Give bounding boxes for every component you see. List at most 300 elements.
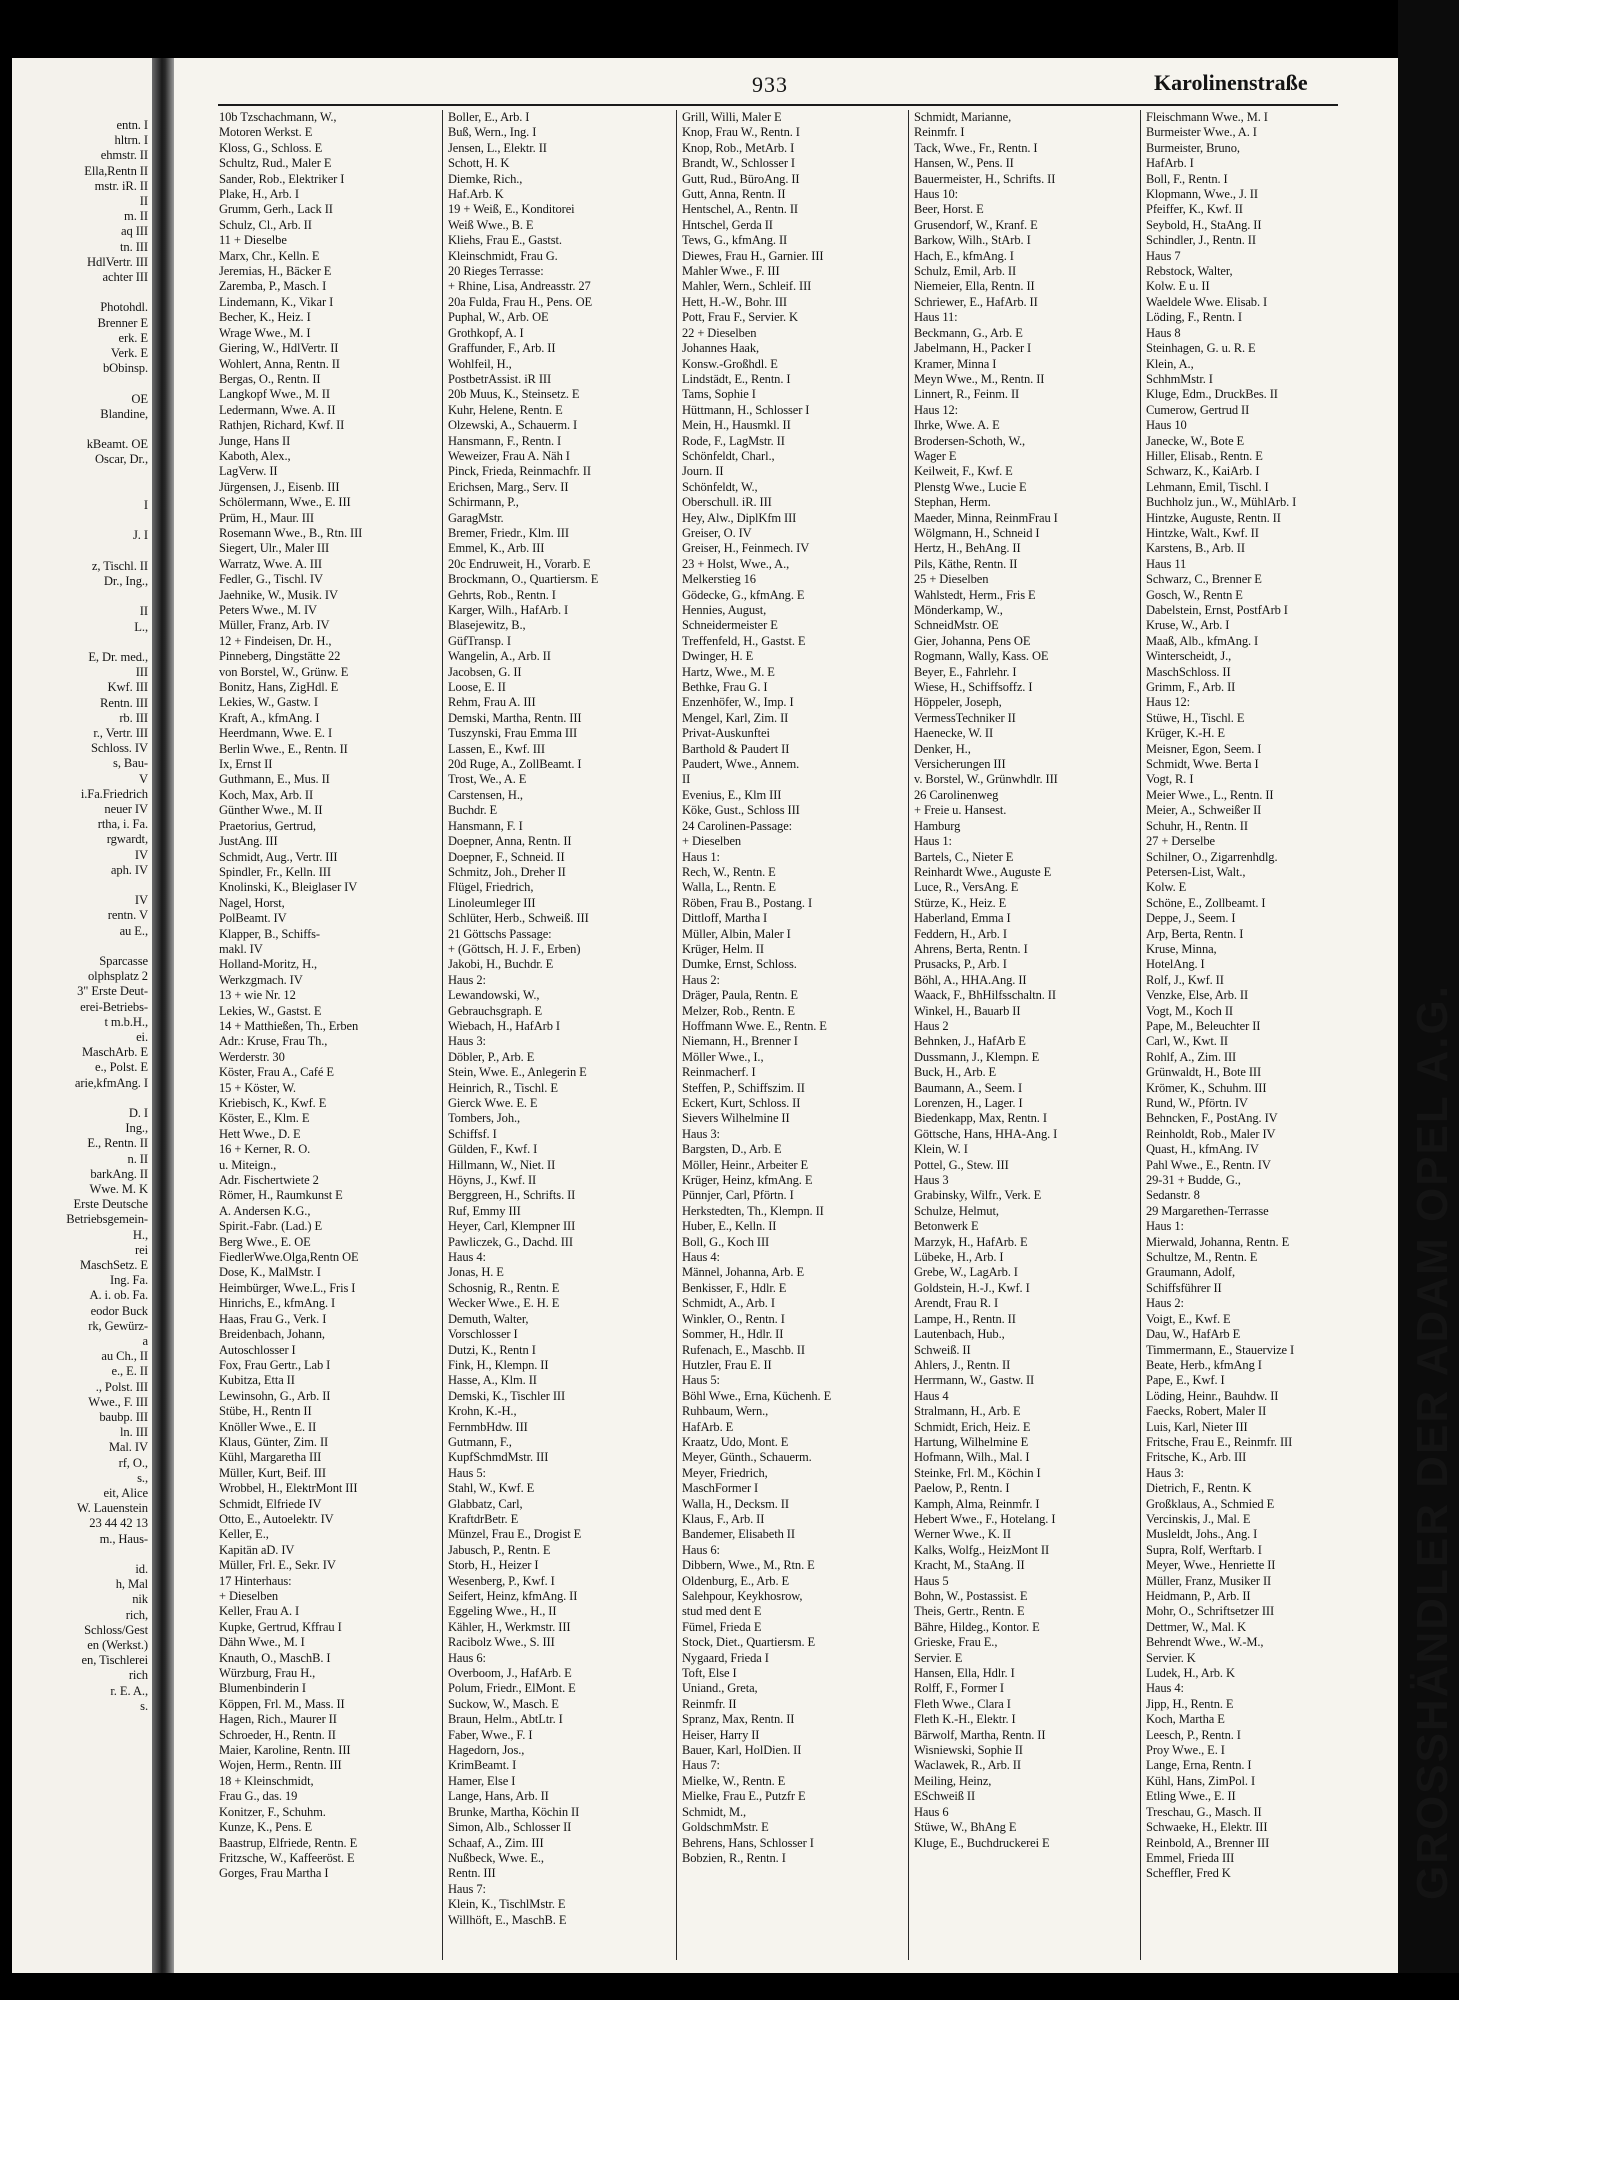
- directory-entry: Langkopf Wwe., M. II: [219, 387, 330, 402]
- left-page-line: Ella,Rentn II: [84, 163, 148, 178]
- directory-entry: Dettmer, W., Mal. K: [1146, 1619, 1247, 1634]
- directory-entry: Maier, Karoline, Rentn. III: [219, 1743, 351, 1758]
- directory-entry: Toft, Else I: [682, 1666, 737, 1681]
- directory-entry: Gier, Johanna, Pens OE: [914, 633, 1031, 648]
- directory-entry: Haus 6:: [682, 1542, 720, 1557]
- directory-entry: Böhl, A., HHA.Ang. II: [914, 972, 1027, 987]
- directory-entry: Rathjen, Richard, Kwf. II: [219, 418, 345, 433]
- left-page-line: hltrn. I: [114, 133, 148, 148]
- directory-entry: Kamph, Alma, Reinmfr. I: [914, 1496, 1040, 1511]
- directory-entry: 20d Ruge, A., ZollBeamt. I: [448, 757, 582, 772]
- directory-entry: Giering, W., HdlVertr. II: [219, 341, 339, 356]
- directory-entry: Wohlfeil, H.,: [448, 356, 512, 371]
- directory-entry: Pinneberg, Dingstätte 22: [219, 649, 341, 664]
- directory-entry: v. Borstel, W., Grünwhdlr. III: [914, 772, 1058, 787]
- directory-entry: Stock, Diet., Quartiersm. E: [682, 1635, 816, 1650]
- directory-entry: Haus 5: [914, 1573, 949, 1588]
- directory-entry: Dau, W., HafArb E: [1146, 1327, 1241, 1342]
- column-divider: [676, 110, 677, 1960]
- directory-entry: Stein, Wwe. E., Anlegerin E: [448, 1065, 587, 1080]
- left-page-line: au E.,: [119, 923, 148, 938]
- directory-entry: Privat-Auskunftei: [682, 726, 770, 741]
- directory-entry: Meyer, Wwe., Henriette II: [1146, 1558, 1276, 1573]
- left-page-line: rtha, i. Fa.: [97, 817, 148, 832]
- directory-entry: Dibbern, Wwe., M., Rtn. E: [682, 1558, 815, 1573]
- directory-entry: Schwarz, K., KaiArb. I: [1146, 464, 1260, 479]
- directory-entry: FernmbHdw. III: [448, 1419, 528, 1434]
- directory-entry: Schmidt, Marianne,: [914, 110, 1012, 124]
- directory-entry: Fleischmann Wwe., M. I: [1146, 110, 1268, 124]
- directory-entry: Ludek, H., Arb. K: [1146, 1666, 1235, 1681]
- directory-entry: Petersen-List, Walt.,: [1146, 864, 1246, 879]
- directory-entry: Haus 11:: [914, 310, 958, 325]
- directory-entry: Jakobi, H., Buchdr. E: [448, 957, 554, 972]
- directory-entry: Lange, Erna, Rentn. I: [1146, 1758, 1252, 1773]
- left-page-line: IV: [134, 893, 148, 908]
- directory-entry: Schölermann, Wwe., E. III: [219, 495, 351, 510]
- directory-entry: Lassen, E., Kwf. III: [448, 741, 545, 756]
- directory-entry: Storb, H., Heizer I: [448, 1558, 539, 1573]
- directory-entry: Marx, Chr., Kelln. E: [219, 248, 320, 263]
- directory-entry: Breidenbach, Johann,: [219, 1327, 325, 1342]
- directory-entry: Heimbürger, Wwe.L., Fris I: [219, 1280, 356, 1295]
- directory-entry: Rolf, J., Kwf. II: [1146, 972, 1224, 987]
- directory-entry: Ledermann, Wwe. A. II: [219, 402, 336, 417]
- directory-entry: Stahl, W., Kwf. E: [448, 1481, 535, 1496]
- left-page-line: entn. I: [116, 118, 148, 132]
- directory-entry: Grünwaldt, H., Bote III: [1146, 1065, 1262, 1080]
- directory-entry: Kaboth, Alex.,: [219, 448, 291, 463]
- directory-entry: Niemann, H., Brenner I: [682, 1034, 798, 1049]
- directory-entry: Schwarz, C., Brenner E: [1146, 572, 1262, 587]
- directory-entry: Haus 12:: [1146, 695, 1190, 710]
- directory-entry: Hey, Alw., DiplKfm III: [682, 510, 797, 525]
- directory-entry: Klopmann, Wwe., J. II: [1146, 187, 1258, 202]
- directory-entry: Kolw. E u. II: [1146, 279, 1210, 294]
- directory-entry: Haus 1:: [1146, 1219, 1184, 1234]
- directory-entry: Gosch, W., Rentn E: [1146, 587, 1243, 602]
- directory-entry: Mahler, Wern., Schleif. III: [682, 279, 812, 294]
- directory-entry: Schultz, Rud., Maler E: [219, 156, 332, 171]
- directory-entry: Krüger, Heinz, kfmAng. E: [682, 1173, 813, 1188]
- left-page-line: rentn. V: [107, 908, 148, 923]
- directory-entry: makl. IV: [219, 941, 263, 956]
- left-page-line: au Ch., II: [101, 1349, 148, 1364]
- directory-entry: Schmidt, M.,: [682, 1804, 747, 1819]
- directory-entry: Kruse, W., Arb. I: [1146, 618, 1230, 633]
- directory-entry: Vogt, R. I: [1146, 772, 1194, 787]
- directory-entry: 21 Göttschs Passage:: [448, 926, 552, 941]
- directory-entry: Möller, Heinr., Arbeiter E: [682, 1157, 809, 1172]
- directory-entry: Kupke, Gertrud, Kffrau I: [219, 1619, 342, 1634]
- directory-entry: Schaaf, A., Zim. III: [448, 1835, 544, 1850]
- directory-entry: Rode, F., LagMstr. II: [682, 433, 785, 448]
- directory-entry: Seybold, H., StaAng. II: [1146, 217, 1262, 232]
- left-page-line: Schloss. IV: [91, 741, 148, 756]
- directory-entry: Mönderkamp, W.,: [914, 603, 1003, 617]
- directory-entry: Pottel, G., Stew. III: [914, 1157, 1009, 1172]
- directory-entry: Oldenburg, E., Arb. E: [682, 1573, 790, 1588]
- directory-entry: Kruse, Minna,: [1146, 941, 1217, 956]
- directory-entry: Theis, Gertr., Rentn. E: [914, 1604, 1025, 1619]
- directory-entry: Kalks, Wolfg., HeizMont II: [914, 1542, 1050, 1557]
- directory-entry: Ix, Ernst II: [219, 757, 273, 772]
- directory-entry: Frau G., das. 19: [219, 1789, 298, 1804]
- directory-entry: Reinhardt Wwe., Auguste E: [914, 864, 1052, 879]
- left-page-line: II: [139, 604, 148, 619]
- directory-entry: Koch, Martha E: [1146, 1712, 1225, 1727]
- directory-entry: Paudert, Wwe., Annem.: [682, 757, 800, 772]
- directory-entry: Rund, W., Pförtn. IV: [1146, 1096, 1248, 1110]
- directory-entry: Haus 3:: [448, 1034, 486, 1049]
- directory-entry: Haus 12:: [914, 402, 958, 417]
- directory-entry: Pünnjer, Carl, Pförtn. I: [682, 1188, 794, 1203]
- directory-entry: Schneidermeister E: [682, 618, 778, 633]
- directory-entry: Weweizer, Frau A. Näh I: [448, 448, 570, 463]
- directory-entry: Pils, Käthe, Rentn. II: [914, 556, 1018, 571]
- directory-entry: Treschau, G., Masch. II: [1146, 1804, 1262, 1819]
- directory-entry: VermessTechniker II: [914, 710, 1016, 725]
- directory-entry: Jensen, L., Elektr. II: [448, 140, 547, 155]
- left-page-line: H.,: [132, 1227, 148, 1242]
- directory-entry: Fox, Frau Gertr., Lab I: [219, 1357, 331, 1372]
- directory-entry: Diemke, Rich.,: [448, 171, 523, 186]
- left-page-line: HdlVertr. III: [87, 254, 148, 269]
- left-page-line: Wwe., F. III: [88, 1394, 148, 1409]
- directory-entry: Faber, Wwe., F. I: [448, 1727, 533, 1742]
- left-page-line: eodor Buck: [90, 1303, 148, 1318]
- directory-entry: Dabelstein, Ernst, PostfArb I: [1146, 603, 1288, 617]
- left-page-line: Brenner E: [97, 315, 148, 330]
- directory-entry: Haus 6:: [448, 1650, 486, 1665]
- directory-entry: Hagen, Rich., Maurer II: [219, 1712, 337, 1727]
- directory-entry: Kriebisch, K., Kwf. E: [219, 1096, 327, 1110]
- directory-entry: Hutzler, Frau E. II: [682, 1357, 772, 1372]
- directory-entry: Spindler, Fr., Kelln. III: [219, 864, 331, 879]
- directory-entry: Bärwolf, Martha, Rentn. II: [914, 1727, 1046, 1742]
- directory-entry: Dutzi, K., Rentn I: [448, 1342, 536, 1357]
- directory-entry: Reinmacherf. I: [682, 1065, 756, 1080]
- left-page-line: IV: [134, 847, 148, 862]
- directory-entry: 13 + wie Nr. 12: [219, 988, 296, 1003]
- directory-entry: Haus 7:: [682, 1758, 720, 1773]
- left-page-line: nik: [132, 1592, 148, 1607]
- directory-entry: PolBeamt. IV: [219, 911, 287, 926]
- directory-entry: Haus 2:: [1146, 1296, 1184, 1311]
- directory-entry: GaragMstr.: [448, 510, 504, 525]
- directory-entry: Meier Wwe., L., Rentn. II: [1146, 787, 1274, 802]
- directory-entry: Schosnig, R., Rentn. E: [448, 1280, 560, 1295]
- directory-entry: Burmeister Wwe., A. I: [1146, 125, 1257, 140]
- directory-entry: Haus 1:: [682, 849, 720, 864]
- directory-entry: Kracht, M., StaAng. II: [914, 1558, 1025, 1573]
- directory-entry: Pinck, Frieda, Reinmachfr. II: [448, 464, 591, 479]
- directory-entry: Plake, H., Arb. I: [219, 187, 299, 202]
- directory-entry: GüfTransp. I: [448, 633, 511, 648]
- directory-entry: Steinhagen, G. u. R. E: [1146, 341, 1256, 356]
- directory-entry: Schindler, J., Rentn. II: [1146, 233, 1256, 248]
- directory-entry: Bandemer, Elisabeth II: [682, 1527, 795, 1542]
- directory-entry: Huber, E., Kelln. II: [682, 1219, 777, 1234]
- left-page-line: II: [139, 194, 148, 208]
- directory-entry: Bargsten, D., Arb. E: [682, 1142, 782, 1157]
- directory-entry: Steffen, P., Schiffszim. II: [682, 1080, 805, 1095]
- directory-entry: Cumerow, Gertrud II: [1146, 402, 1250, 417]
- directory-entry: Römer, H., Raumkunst E: [219, 1188, 343, 1203]
- directory-entry: Meyer, Günth., Schauerm.: [682, 1450, 812, 1465]
- left-page-line: D. I: [128, 1106, 148, 1120]
- column-divider: [1140, 110, 1141, 1960]
- directory-entry: Flügel, Friedrich,: [448, 880, 534, 895]
- directory-entry: Hach, E., kfmAng. I: [914, 248, 1014, 263]
- scan-bottom-edge: [0, 1973, 1459, 2000]
- directory-entry: Stüwe, H., Tischl. E: [1146, 710, 1245, 725]
- book-gutter: [152, 58, 174, 1973]
- directory-entry: Carstensen, H.,: [448, 787, 523, 802]
- left-page-line: MaschSetz. E: [79, 1258, 148, 1272]
- directory-entry: Maaß, Alb., kfmAng. I: [1146, 633, 1259, 648]
- directory-entry: Versicherungen III: [914, 757, 1006, 772]
- directory-entry: PostbetrAssist. iR III: [448, 371, 552, 386]
- directory-entry: Tack, Wwe., Fr., Rentn. I: [914, 140, 1038, 155]
- directory-entry: Haf.Arb. K: [448, 187, 504, 202]
- directory-entry: Barthold & Paudert II: [682, 741, 790, 756]
- directory-entry: Spranz, Max, Rentn. II: [682, 1712, 795, 1727]
- directory-entry: Werner Wwe., K. II: [914, 1527, 1011, 1542]
- directory-entry: Lekies, W., Gastw. I: [219, 695, 318, 710]
- directory-entry: Keller, E.,: [219, 1527, 269, 1542]
- directory-entry: + Rhine, Lisa, Andreasstr. 27: [448, 279, 591, 294]
- directory-entry: Haenecke, W. II: [914, 726, 994, 741]
- directory-entry: Koch, Max, Arb. II: [219, 787, 314, 802]
- directory-entry: Hett Wwe., D. E: [219, 1126, 301, 1141]
- directory-entry: Dumke, Ernst, Schloss.: [682, 957, 797, 972]
- directory-entry: Demuth, Walter,: [448, 1311, 529, 1326]
- directory-entry: Tombers, Joh.,: [448, 1111, 521, 1126]
- directory-entry: HafArb. I: [1146, 156, 1194, 171]
- directory-entry: 20b Muus, K., Steinsetz. E: [448, 387, 580, 402]
- directory-entry: Stübe, H., Rentn II: [219, 1404, 312, 1419]
- directory-entry: Eckert, Kurt, Schloss. II: [682, 1096, 801, 1110]
- directory-entry: Haus 11: [1146, 556, 1187, 571]
- directory-entry: LagVerw. II: [219, 464, 278, 479]
- directory-entry: Wrage Wwe., M. I: [219, 325, 311, 340]
- directory-entry: Meiling, Heinz,: [914, 1773, 992, 1788]
- left-page-line: Sparcasse: [99, 954, 148, 968]
- directory-entry: Stüwe, W., BhAng E: [914, 1820, 1017, 1835]
- directory-entry: Arendt, Frau R. I: [914, 1296, 999, 1311]
- directory-entry: Kühl, Margaretha III: [219, 1450, 322, 1465]
- left-page-line: s.,: [137, 1470, 148, 1485]
- directory-entry: Johannes Haak,: [682, 341, 760, 356]
- left-page-line: Ing. Fa.: [109, 1273, 148, 1288]
- directory-entry: Kraft, A., kfmAng. I: [219, 710, 320, 725]
- directory-entry: Fritsche, Frau E., Reinmfr. III: [1146, 1434, 1293, 1449]
- directory-entry: Graffunder, F., Arb. II: [448, 341, 556, 356]
- directory-entry: Schweiß. II: [914, 1342, 971, 1357]
- left-page-line: I: [143, 498, 148, 512]
- directory-entry: Hntschel, Gerda II: [682, 217, 773, 232]
- directory-entry: ESchweiß II: [914, 1789, 976, 1804]
- directory-entry: Pott, Frau F., Servier. K: [682, 310, 798, 325]
- directory-entry: Hagedorn, Jos.,: [448, 1743, 525, 1758]
- directory-entry: Müller, Frl. E., Sekr. IV: [219, 1558, 336, 1573]
- directory-entry: Junge, Hans II: [219, 433, 291, 448]
- directory-entry: Rolff, F., Former I: [914, 1681, 1004, 1696]
- directory-entry: Bobzien, R., Rentn. I: [682, 1850, 786, 1865]
- directory-entry: GoldschmMstr. E: [682, 1820, 769, 1835]
- directory-entry: Fleth Wwe., Clara I: [914, 1696, 1011, 1711]
- directory-entry: Hoffmann Wwe. E., Rentn. E: [682, 1018, 827, 1033]
- left-page-line: rb. III: [119, 710, 148, 725]
- left-page-line: mstr. iR. II: [94, 178, 148, 193]
- left-page-line: h, Mal: [115, 1577, 148, 1592]
- left-page-line: Schloss/Gest: [84, 1622, 148, 1637]
- directory-entry: Janecke, W., Bote E: [1146, 433, 1245, 448]
- directory-entry: Krömer, K., Schuhm. III: [1146, 1080, 1267, 1095]
- directory-entry: Kloss, G., Schloss. E: [219, 140, 323, 155]
- directory-entry: Tuszynski, Frau Emma III: [448, 726, 578, 741]
- directory-entry: Boller, E., Arb. I: [448, 110, 530, 124]
- directory-entry: Hentschel, A., Rentn. II: [682, 202, 798, 217]
- directory-entry: Evenius, E., Klm III: [682, 787, 782, 802]
- left-page-line: z, Tischl. II: [91, 558, 148, 573]
- directory-entry: 20c Endruweit, H., Vorarb. E: [448, 556, 591, 571]
- directory-entry: Bremer, Friedr., Klm. III: [448, 525, 569, 540]
- header-rule: [218, 104, 1338, 106]
- directory-entry: Müller, Albin, Maler I: [682, 926, 791, 941]
- directory-entry: Kleinschmidt, Frau G.: [448, 248, 558, 263]
- left-page-line: rgwardt,: [106, 832, 148, 847]
- directory-entry: Pfeiffer, K., Kwf. II: [1146, 202, 1243, 217]
- directory-page: [12, 58, 1410, 1973]
- directory-entry: stud med dent E: [682, 1604, 762, 1619]
- directory-entry: Klein, A.,: [1146, 356, 1194, 371]
- directory-entry: Grill, Willi, Maler E: [682, 110, 782, 124]
- directory-entry: Meier, A., Schweißer II: [1146, 803, 1262, 818]
- directory-entry: Biedenkapp, Max, Rentn. I: [914, 1111, 1047, 1126]
- directory-entry: Baastrup, Elfriede, Rentn. E: [219, 1835, 358, 1850]
- directory-entry: Köppen, Frl. M., Mass. II: [219, 1696, 345, 1711]
- directory-entry: Waack, F., BhHilfsschaltn. II: [914, 988, 1056, 1003]
- left-page-line: Erste Deutsche: [73, 1197, 148, 1212]
- directory-entry: Schiffsf. I: [448, 1126, 497, 1141]
- directory-entry: Haus 2: [914, 1018, 949, 1033]
- directory-entry: Schriewer, E., HafArb. II: [914, 294, 1038, 309]
- left-page-line: erk. E: [118, 330, 148, 345]
- directory-entry: Doepner, Anna, Rentn. II: [448, 834, 572, 849]
- directory-entry: Meisner, Egon, Seem. I: [1146, 741, 1262, 756]
- directory-entry: Wecker Wwe., E. H. E: [448, 1296, 560, 1311]
- directory-entry: Uniand., Greta,: [682, 1681, 758, 1696]
- directory-entry: Brandt, W., Schlosser I: [682, 156, 795, 171]
- directory-entry: Jabusch, P., Rentn. E: [448, 1542, 551, 1557]
- directory-entry: Hofmann, Wilh., Mal. I: [914, 1450, 1030, 1465]
- directory-entry: Willhöft, E., MaschB. E: [448, 1912, 567, 1927]
- directory-entry: Enzenhöfer, W., Imp. I: [682, 695, 794, 710]
- directory-entry: Plenstg Wwe., Lucie E: [914, 479, 1027, 494]
- directory-entry: Hüttmann, H., Schlosser I: [682, 402, 810, 417]
- left-page-line: rei: [135, 1242, 148, 1257]
- left-page-line: i.Fa.Friedrich: [80, 786, 148, 801]
- directory-entry: Schönfeldt, W.,: [682, 479, 758, 494]
- directory-entry: Lampe, H., Rentn. II: [914, 1311, 1016, 1326]
- directory-entry: 25 + Dieselben: [914, 572, 989, 587]
- left-page-line: aph. IV: [110, 862, 148, 877]
- directory-entry: Wisniewski, Sophie II: [914, 1743, 1023, 1758]
- directory-entry: Gödecke, G., kfmAng. E: [682, 587, 805, 602]
- directory-entry: Jaehnike, W., Musik. IV: [219, 587, 338, 602]
- directory-entry: Trost, We., A. E: [448, 772, 527, 787]
- directory-entry: 17 Hinterhaus:: [219, 1573, 292, 1588]
- directory-entry: Sommer, H., Hdlr. II: [682, 1327, 784, 1342]
- directory-entry: Becher, K., Heiz. I: [219, 310, 311, 325]
- directory-entry: Fümel, Frieda E: [682, 1619, 762, 1634]
- directory-entry: Carl, W., Kwt. II: [1146, 1034, 1228, 1049]
- directory-entry: Suckow, W., Masch. E: [448, 1696, 559, 1711]
- directory-entry: Kühl, Hans, ZimPol. I: [1146, 1773, 1256, 1788]
- directory-entry: Buchdr. E: [448, 803, 498, 818]
- directory-entry: Wojen, Herm., Rentn. III: [219, 1758, 342, 1773]
- directory-entry: Löding, F., Rentn. I: [1146, 310, 1242, 325]
- directory-entry: 12 + Findeisen, Dr. H.,: [219, 633, 332, 648]
- directory-entry: Autoschlosser I: [219, 1342, 296, 1357]
- left-page-line: olphsplatz 2: [87, 969, 148, 984]
- left-page-line: Verk. E: [110, 346, 148, 360]
- directory-entry: Sander, Rob., Elektriker I: [219, 171, 345, 186]
- directory-entry: Knöller Wwe., E. II: [219, 1419, 317, 1434]
- directory-entry: Kliehs, Frau E., Gastst.: [448, 233, 562, 248]
- directory-entry: Jabelmann, H., Packer I: [914, 341, 1032, 356]
- directory-entry: Haus 2:: [448, 972, 486, 987]
- directory-entry: Buck, H., Arb. E: [914, 1065, 997, 1080]
- directory-entry: Bauermeister, H., Schrifts. II: [914, 171, 1056, 186]
- directory-entry: FiedlerWwe.Olga,Rentn OE: [219, 1250, 359, 1265]
- directory-entry: Schmidt, Erich, Heiz. E: [914, 1419, 1031, 1434]
- directory-entry: Mohr, O., Schriftsetzer III: [1146, 1604, 1275, 1619]
- directory-entry: Reinmfr. I: [914, 125, 965, 140]
- directory-entry: II: [682, 772, 691, 787]
- left-page-line: r., Vertr. III: [93, 726, 148, 740]
- directory-entry: Bohn, W., Postassist. E: [914, 1589, 1028, 1603]
- directory-entry: Sedanstr. 8: [1146, 1188, 1200, 1203]
- directory-entry: Schmidt, Wwe. Berta I: [1146, 757, 1259, 772]
- directory-entry: Dittloff, Martha I: [682, 911, 768, 926]
- directory-entry: Behncken, F., PostAng. IV: [1146, 1111, 1278, 1126]
- directory-entry: SchhmMstr. I: [1146, 371, 1213, 386]
- directory-entry: Kähler, H., Werkmstr. III: [448, 1619, 571, 1634]
- left-page-line: Photohdl.: [100, 300, 148, 315]
- directory-entry: Hiller, Elisab., Rentn. E: [1146, 448, 1263, 463]
- directory-entry: Blumenbinderin I: [219, 1681, 306, 1696]
- directory-entry: 24 Carolinen-Passage:: [682, 818, 793, 833]
- left-page-line: ln. III: [120, 1425, 148, 1440]
- directory-entry: Hebert Wwe., F., Hotelang. I: [914, 1511, 1056, 1526]
- directory-entry: Hansen, W., Pens. II: [914, 156, 1014, 171]
- directory-entry: KraftdrBetr. E: [448, 1511, 519, 1526]
- left-page-line: e., E. II: [111, 1364, 148, 1379]
- directory-entry: Peters Wwe., M. IV: [219, 603, 317, 617]
- directory-entry: Mahler Wwe., F. III: [682, 264, 780, 279]
- directory-entry: Buß, Wern., Ing. I: [448, 125, 537, 140]
- directory-entry: Racibolz Wwe., S. III: [448, 1635, 555, 1650]
- directory-entry: Hamer, Else I: [448, 1773, 516, 1788]
- directory-entry: Winkel, H., Bauarb II: [914, 1003, 1021, 1018]
- directory-entry: HotelAng. I: [1146, 957, 1205, 972]
- directory-entry: Jonas, H. E: [448, 1265, 504, 1280]
- directory-entry: Hertz, H., BehAng. II: [914, 541, 1021, 556]
- directory-entry: Fritsche, K., Arb. III: [1146, 1450, 1247, 1465]
